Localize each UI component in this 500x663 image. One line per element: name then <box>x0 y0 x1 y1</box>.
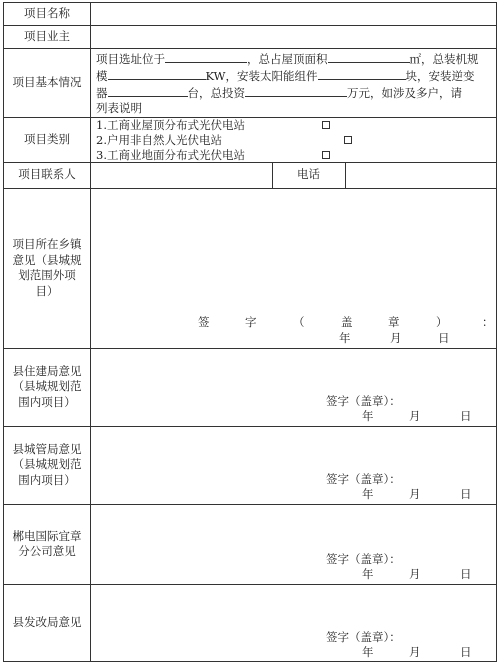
date-year: 年 <box>362 409 374 423</box>
project-basic-label: 项目基本情况 <box>12 74 82 89</box>
phone-field[interactable] <box>347 164 494 186</box>
sign-char: ） <box>436 315 448 329</box>
date-day: 日 <box>460 487 472 501</box>
basic-line-3: 器 台，总投资 万元，如涉及多户，请 <box>96 86 462 100</box>
project-name-label: 项目名称 <box>24 6 70 21</box>
date-day: 日 <box>460 645 472 659</box>
sign-char: 签 <box>198 315 210 329</box>
category-2-checkbox[interactable] <box>344 136 352 144</box>
date-year: 年 <box>362 567 374 581</box>
date-month: 月 <box>390 331 402 345</box>
category-3-checkbox[interactable] <box>322 151 330 159</box>
development-reform-opinion-label: 县发改局意见 <box>12 615 82 630</box>
project-contact-field[interactable] <box>92 164 270 186</box>
basic-line-1: 项目选址位于 ，总占屋顶面积 ㎡，总装机规 <box>96 52 479 66</box>
sign-char: 盖 <box>341 315 353 329</box>
project-contact-label: 项目联系人 <box>18 167 76 182</box>
date-year: 年 <box>339 331 351 345</box>
date-year: 年 <box>362 645 374 659</box>
phone-label: 电话 <box>297 167 320 181</box>
date-month: 月 <box>409 645 421 659</box>
roof-area-blank[interactable] <box>328 51 410 63</box>
project-owner-label: 项目业主 <box>24 28 70 43</box>
date-month: 月 <box>409 487 421 501</box>
date-day: 日 <box>438 331 450 345</box>
sign-char: ： <box>482 315 494 329</box>
column-divider <box>90 3 91 661</box>
sign-char: 字 <box>245 315 257 329</box>
category-option-2: 2.户用非自然人光伏电站 <box>96 133 222 147</box>
inverter-count-blank[interactable] <box>108 85 188 97</box>
location-blank[interactable] <box>165 51 247 63</box>
project-category-label: 项目类别 <box>24 131 70 146</box>
sign-char: 章 <box>388 315 400 329</box>
date-day: 日 <box>460 409 472 423</box>
column-divider <box>345 162 346 188</box>
housing-signature-label: 签字（盖章）： <box>326 394 401 408</box>
category-1-checkbox[interactable] <box>322 121 330 129</box>
capacity-blank[interactable] <box>108 68 206 80</box>
drc-signature-label: 签字（盖章）： <box>326 630 401 644</box>
urban-management-opinion-label: 县城管局意见（县城规划范围内项目） <box>12 441 82 487</box>
category-option-3: 3.工商业地面分布式光伏电站 <box>96 148 245 162</box>
power-company-opinion-label: 郴电国际宜章分公司意见 <box>12 528 82 558</box>
module-count-blank[interactable] <box>318 68 406 80</box>
project-owner-field[interactable] <box>92 27 494 47</box>
basic-line-4: 列表说明 <box>96 101 142 115</box>
urban-signature-label: 签字（盖章）： <box>326 472 401 486</box>
date-month: 月 <box>409 567 421 581</box>
sign-char: （ <box>293 315 305 329</box>
date-day: 日 <box>460 567 472 581</box>
basic-line-2: 模 KW，安装太阳能组件 块，安装逆变 <box>96 69 475 83</box>
date-month: 月 <box>409 409 421 423</box>
investment-blank[interactable] <box>245 85 347 97</box>
project-name-field[interactable] <box>92 4 494 24</box>
category-option-1: 1.工商业屋顶分布式光伏电站 <box>96 118 245 132</box>
application-form <box>3 2 497 662</box>
township-opinion-label: 项目所在乡镇意见（县城规划范围外项目） <box>12 237 82 298</box>
power-signature-label: 签字（盖章）： <box>326 552 401 566</box>
date-year: 年 <box>362 487 374 501</box>
housing-bureau-opinion-label: 县住建局意见（县城规划范围内项目） <box>12 363 82 409</box>
